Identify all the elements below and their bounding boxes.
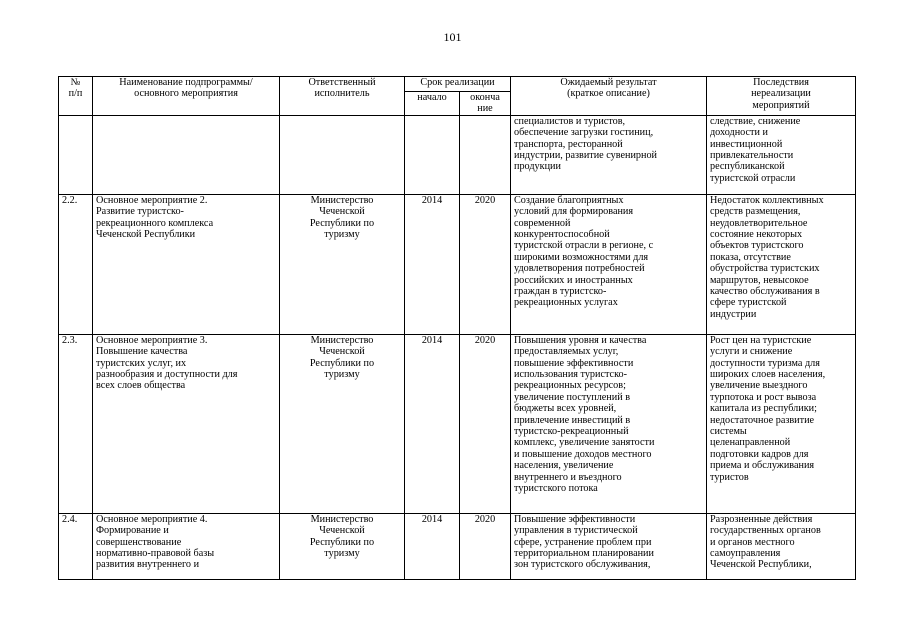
page-number: 101 bbox=[443, 30, 462, 44]
row-executor bbox=[280, 115, 405, 194]
row-executor: Министерство Чеченской Республики по туризму bbox=[280, 513, 405, 579]
row-result: Повышение эффективности управления в туристической сфере, устранение проблем при территориальном планировании зон туристского обслуживания, bbox=[511, 513, 707, 579]
header-end: оконча ние bbox=[460, 92, 511, 116]
row-start bbox=[405, 115, 460, 194]
row-end: 2020 bbox=[460, 513, 511, 579]
row-executor: Министерство Чеченской Республики по туризму bbox=[280, 334, 405, 513]
table-header bbox=[59, 77, 856, 116]
header-num: № п/п bbox=[59, 77, 93, 116]
row-name: Основное мероприятие 3. Повышение качества туристских услуг, их разнообразия и доступности для всех слоев общества bbox=[93, 334, 280, 513]
table-row bbox=[59, 513, 856, 579]
program-table bbox=[58, 76, 856, 580]
row-num: 2.4. bbox=[59, 513, 93, 579]
header-start: начало bbox=[405, 92, 460, 116]
row-consequences: Рост цен на туристские услуги и снижение доступности туризма для широких слоев населения, увеличение выездного турпотока и рост вывоза капитала из республики; недостаточное развитие системы целенаправленной подготовки кадров для приема и обслуживания туристов bbox=[707, 334, 856, 513]
header-name: Наименование подпрограммы/ основного мероприятия bbox=[93, 77, 280, 116]
row-name: Основное мероприятие 4. Формирование и совершенствование нормативно-правовой базы развития внутреннего и bbox=[93, 513, 280, 579]
row-result: Создание благоприятных условий для формирования современной конкурентоспособной туристской отрасли в регионе, с широкими возможностями для удовлетворения потребностей российских и иностранных граждан в туристско- рекреационных услугах bbox=[511, 194, 707, 334]
table-row bbox=[59, 194, 856, 334]
row-num: 2.2. bbox=[59, 194, 93, 334]
header-period: Срок реализации bbox=[405, 77, 511, 92]
header-result: Ожидаемый результат (краткое описание) bbox=[511, 77, 707, 116]
row-end: 2020 bbox=[460, 194, 511, 334]
row-start: 2014 bbox=[405, 513, 460, 579]
table-row bbox=[59, 115, 856, 194]
row-start: 2014 bbox=[405, 334, 460, 513]
row-end bbox=[460, 115, 511, 194]
row-num: 2.3. bbox=[59, 334, 93, 513]
row-name bbox=[93, 115, 280, 194]
table-body bbox=[59, 115, 856, 579]
row-name: Основное мероприятие 2. Развитие туристско- рекреационного комплекса Чеченской Республики bbox=[93, 194, 280, 334]
row-num bbox=[59, 115, 93, 194]
row-start: 2014 bbox=[405, 194, 460, 334]
table-row bbox=[59, 334, 856, 513]
header-executor: Ответственный исполнитель bbox=[280, 77, 405, 116]
row-consequences: Разрозненные действия государственных органов и органов местного самоуправления Чеченской Республики, bbox=[707, 513, 856, 579]
row-consequences: следствие, снижение доходности и инвестиционной привлекательности республиканской туристской отрасли bbox=[707, 115, 856, 194]
row-result: специалистов и туристов, обеспечение загрузки гостиниц, транспорта, ресторанной индустрии, развитие сувенирной продукции bbox=[511, 115, 707, 194]
header-consequences: Последствия нереализации мероприятий bbox=[707, 77, 856, 116]
row-executor: Министерство Чеченской Республики по туризму bbox=[280, 194, 405, 334]
row-end: 2020 bbox=[460, 334, 511, 513]
row-consequences: Недостаток коллективных средств размещения, неудовлетворительное состояние некоторых объектов туристского показа, отсутствие обустройства туристских маршрутов, невысокое качество обслуживания в сфере туристской индустрии bbox=[707, 194, 856, 334]
row-result: Повышения уровня и качества предоставляемых услуг, повышение эффективности использования туристско- рекреационных ресурсов; увеличение поступлений в бюджеты всех уровней, привлечение инвестиций в туристско-рекреационный комплекс, увеличение занятости и повышение доходов местного населения, увеличение внутреннего и въездного туристского потока bbox=[511, 334, 707, 513]
